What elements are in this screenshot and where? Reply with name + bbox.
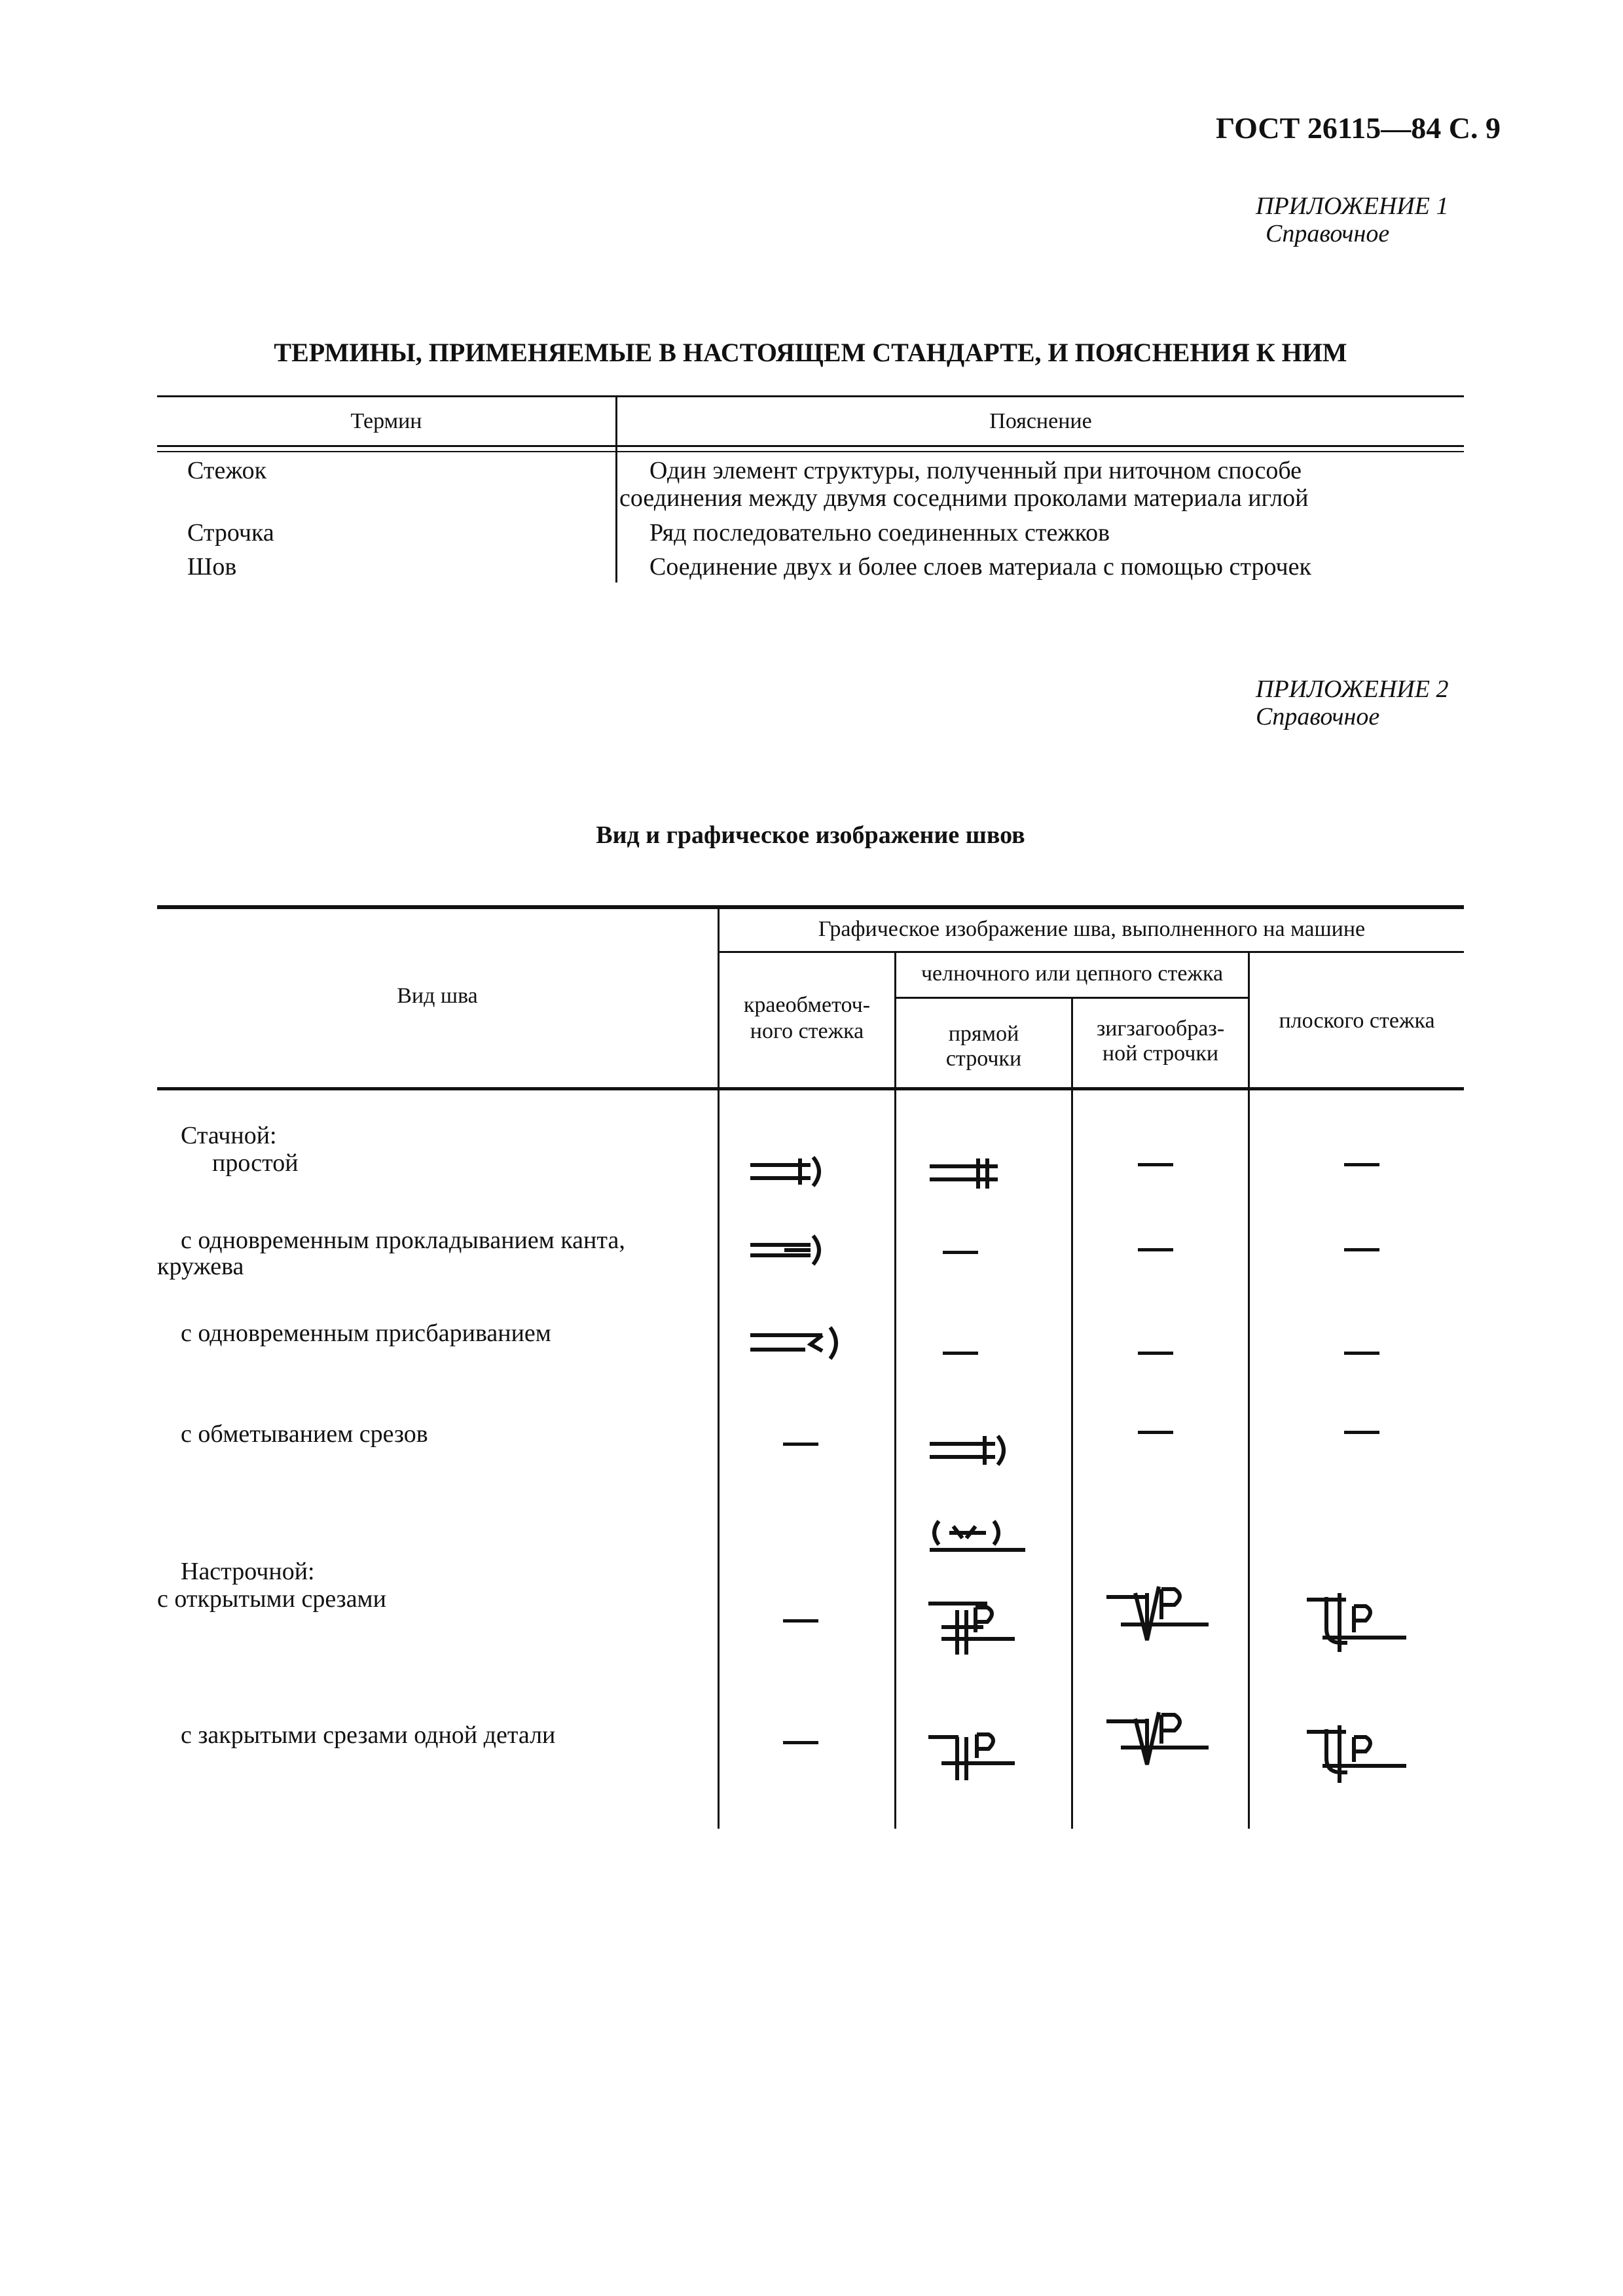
col-overlock: краеобметоч- — [743, 993, 871, 1017]
document-code: ГОСТ 26115—84 С. 9 — [1215, 111, 1501, 145]
dash-cell — [1138, 1431, 1173, 1434]
overlock-piping-seam-symbol — [750, 1233, 829, 1272]
flat-lapped-closed-symbol — [1307, 1721, 1412, 1793]
appendix-2-title: Вид и графическое изображение швов — [596, 821, 1025, 849]
dash-cell — [1344, 1248, 1379, 1251]
dash-cell — [1138, 1248, 1173, 1251]
col-zigzag: зигзагообраз- — [1096, 1016, 1225, 1041]
explanation-cell: Соединение двух и более слоев материала с помощью строчек — [649, 553, 1311, 581]
dash-cell — [1138, 1163, 1173, 1166]
seam-type-label: кружева — [157, 1253, 244, 1280]
col-straight: прямой — [948, 1022, 1019, 1046]
terms-col-term: Термин — [350, 409, 422, 433]
zigzag-lapped-closed-symbol — [1106, 1704, 1211, 1783]
col-straight: строчки — [945, 1047, 1022, 1071]
appendix-1-label: ПРИЛОЖЕНИЕ 1 — [1256, 192, 1449, 220]
col-lockchain: челночного или цепного стежка — [921, 961, 1224, 986]
term-cell: Строчка — [187, 519, 274, 547]
dash-cell — [943, 1352, 978, 1355]
seam-type-label: с обметыванием срезов — [181, 1420, 428, 1448]
dash-cell — [1138, 1352, 1173, 1355]
overlock-gathering-seam-symbol — [750, 1325, 842, 1364]
col-graphic: Графическое изображение шва, выполненного на машине — [818, 917, 1366, 941]
appendix-1-type: Справочное — [1266, 220, 1390, 247]
seam-type-label: с одновременным присбариванием — [181, 1319, 551, 1347]
term-cell: Шов — [187, 553, 237, 581]
explanation-cell: Один элемент структуры, полученный при ниточном способе — [649, 457, 1302, 484]
seam-type-label: Настрочной: — [181, 1558, 315, 1585]
appendix-1-title: ТЕРМИНЫ, ПРИМЕНЯЕМЫЕ В НАСТОЯЩЕМ СТАНДАРТЕ, И ПОЯСНЕНИЯ К НИМ — [274, 338, 1347, 367]
col-seam-type: Вид шва — [397, 984, 478, 1008]
seam-type-label: с одновременным прокладыванием канта, — [181, 1227, 625, 1254]
seam-type-label: с открытыми срезами — [157, 1585, 386, 1613]
straight-overcast-alt-symbol — [930, 1517, 1028, 1556]
dash-cell — [783, 1741, 818, 1744]
explanation-cell: Ряд последовательно соединенных стежков — [649, 519, 1110, 547]
col-overlock: ного стежка — [750, 1019, 864, 1043]
dash-cell — [1344, 1431, 1379, 1434]
straight-overcast-seam-symbol — [930, 1433, 1021, 1473]
straight-lapped-open-symbol — [928, 1593, 1020, 1665]
appendix-2-type: Справочное — [1256, 703, 1380, 730]
straight-lapped-closed-symbol — [928, 1720, 1020, 1792]
seam-type-label: с закрытыми срезами одной детали — [181, 1721, 556, 1749]
col-zigzag: ной строчки — [1102, 1041, 1219, 1066]
explanation-cell: соединения между двумя соседними проколами материала иглой — [619, 484, 1309, 512]
appendix-2-label: ПРИЛОЖЕНИЕ 2 — [1256, 675, 1449, 703]
dash-cell — [783, 1443, 818, 1446]
flat-lapped-open-symbol — [1307, 1589, 1412, 1661]
straight-simple-seam-symbol — [930, 1157, 1008, 1196]
dash-cell — [1344, 1163, 1379, 1166]
dash-cell — [783, 1619, 818, 1623]
dash-cell — [1344, 1352, 1379, 1355]
terms-col-explanation: Пояснение — [989, 409, 1092, 433]
seam-type-label: простой — [212, 1149, 299, 1177]
seam-type-label: Стачной: — [181, 1122, 277, 1149]
overlock-simple-seam-symbol — [750, 1155, 829, 1194]
zigzag-lapped-open-symbol — [1106, 1580, 1211, 1659]
dash-cell — [943, 1251, 978, 1254]
term-cell: Стежок — [187, 457, 267, 484]
col-flat: плоского стежка — [1279, 1009, 1435, 1033]
